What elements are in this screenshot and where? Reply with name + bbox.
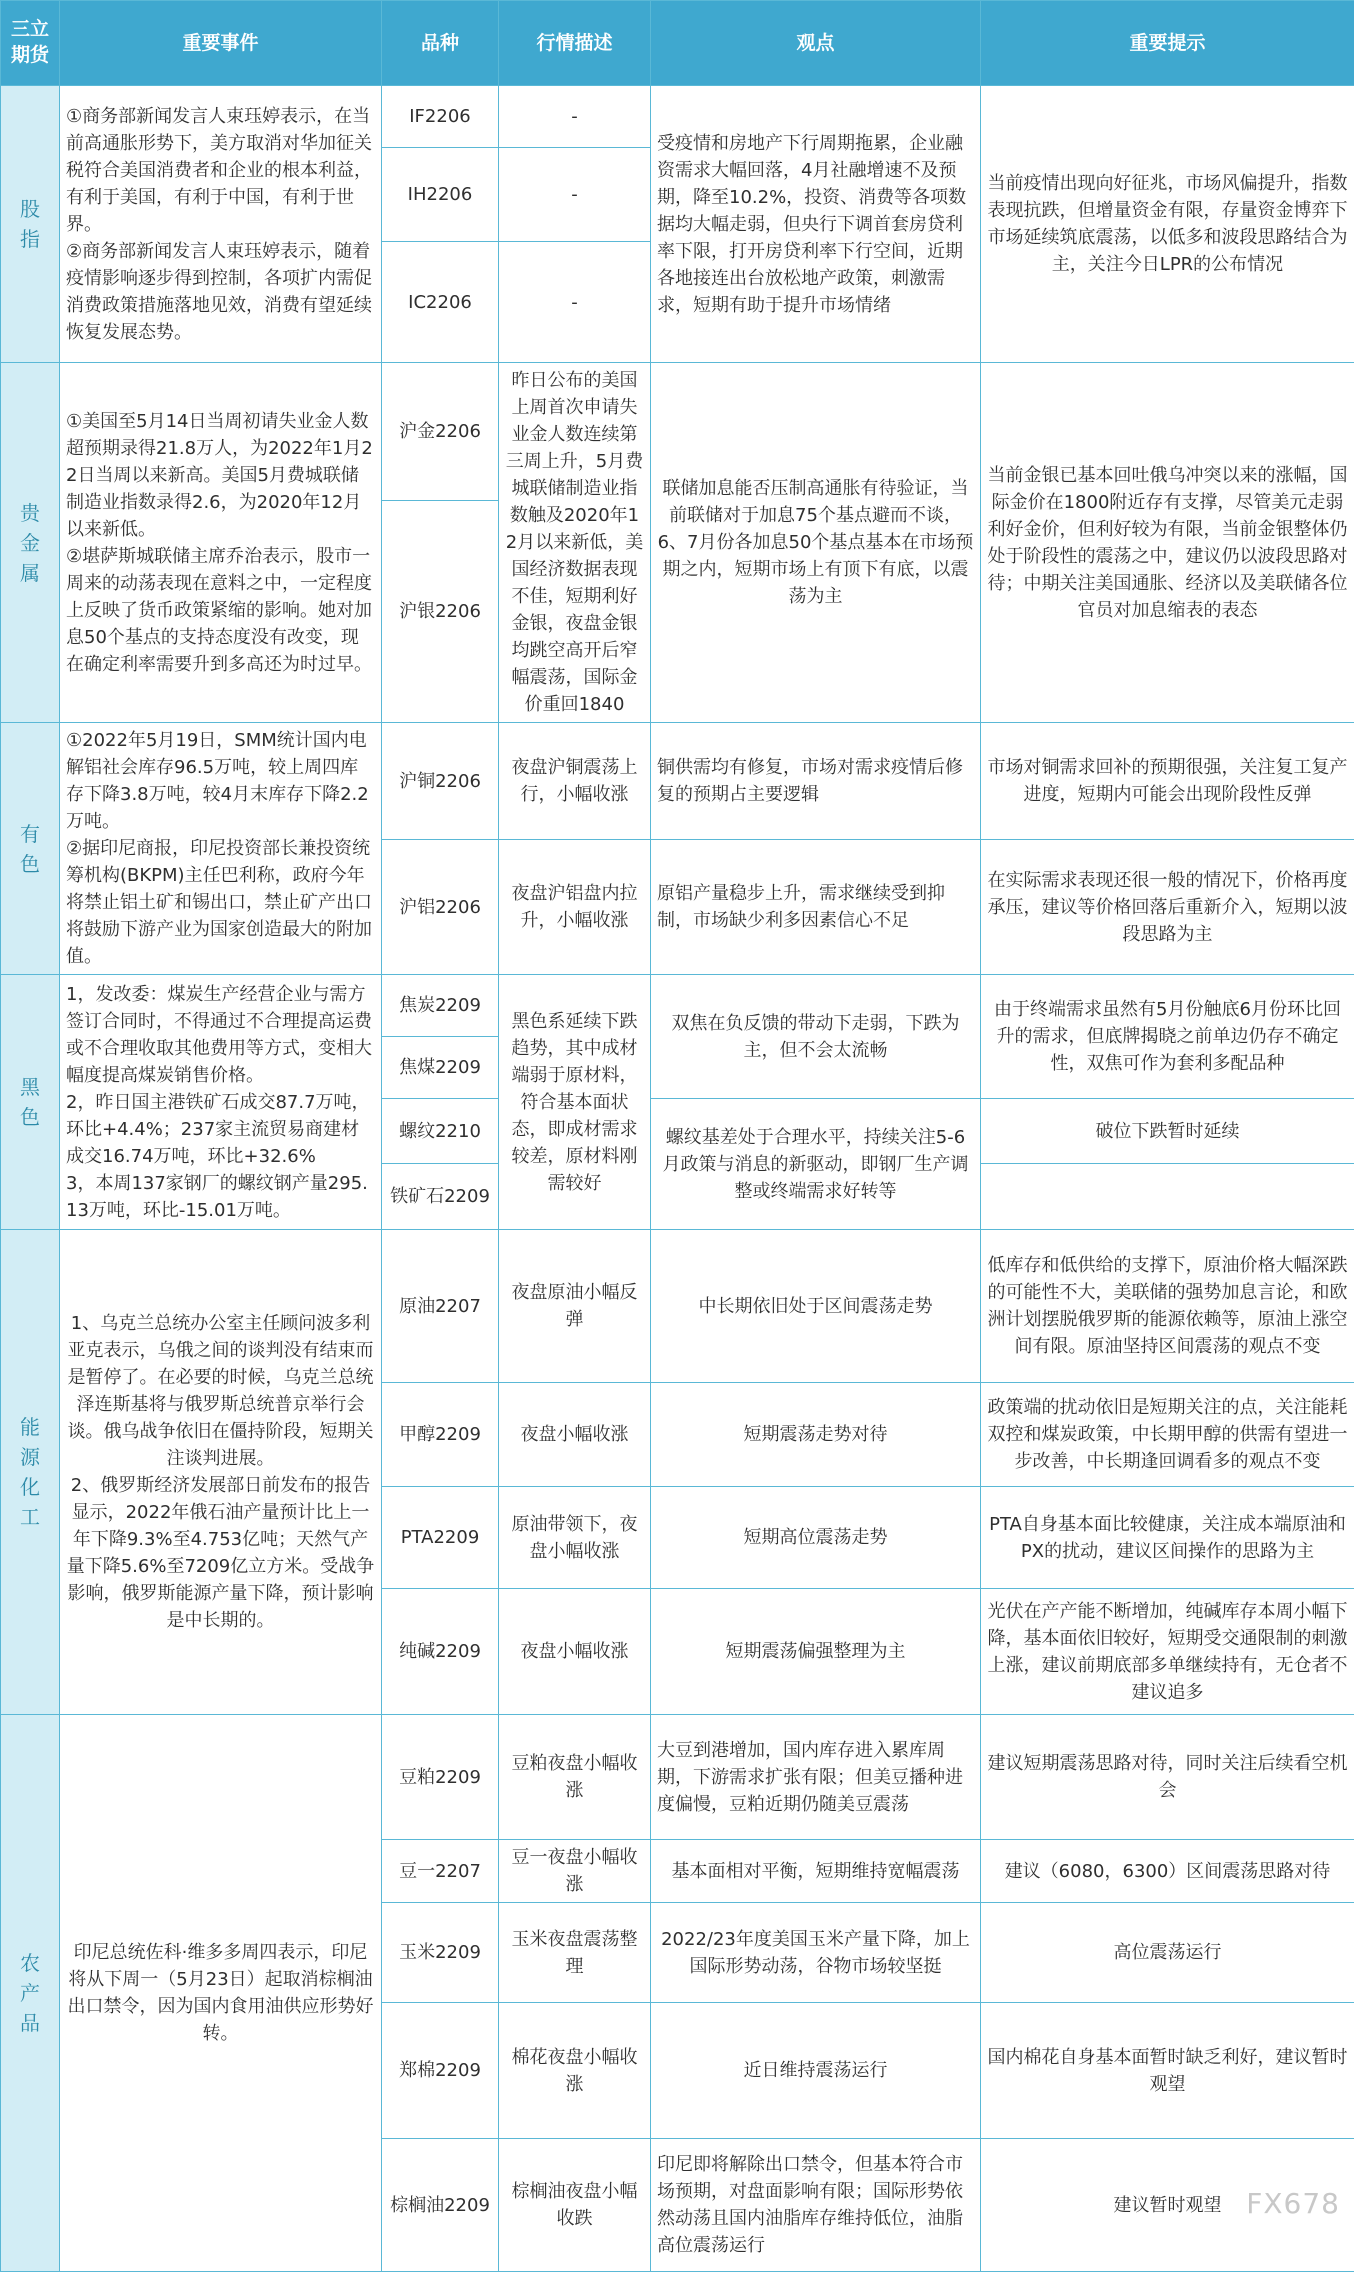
variety-cell: 沪铝2206 xyxy=(382,840,499,975)
variety-cell: 纯碱2209 xyxy=(382,1589,499,1715)
nonferrous-events: ①2022年5月19日，SMM统计国内电解铝社会库存96.5万吨，较上周四库存下降3.8万吨，较4月末库存下降2.2万吨。 ②据印尼商报，印尼投资部长兼投资统筹机构(BKPM)主任巴利称，政府今年将禁止铝土矿和锡出口，禁止矿产出口将鼓励下游产业为国家创造最大的附加值。 xyxy=(60,723,382,975)
tip-cell: 建议暂时观望 xyxy=(981,2139,1354,2272)
tip-cell: 政策端的扰动依旧是短期关注的点，关注能耗双控和煤炭政策，中长期甲醇的供需有望进一步改善，中长期逢回调看多的观点不变 xyxy=(981,1383,1354,1487)
sector-label-stock: 股 指 xyxy=(1,86,60,363)
market-cell: 夜盘沪铜震荡上行，小幅收涨 xyxy=(499,723,651,840)
watermark: FX678 xyxy=(1246,2187,1340,2220)
market-cell: 玉米夜盘震荡整理 xyxy=(499,1903,651,2003)
variety-cell: 原油2207 xyxy=(382,1230,499,1383)
variety-cell: 铁矿石2209 xyxy=(382,1164,499,1230)
variety-cell: 沪铜2206 xyxy=(382,723,499,840)
variety-header: 品种 xyxy=(382,1,499,86)
stock-events: ①商务部新闻发言人束珏婷表示，在当前高通胀形势下，美方取消对华加征关税符合美国消费者和企业的根本利益，有利于美国，有利于中国，有利于世界。 ②商务部新闻发言人束珏婷表示，随着疫情影响逐步得到控制，各项扩内需促消费政策措施落地见效，消费有望延续恢复发展态势。 xyxy=(60,86,382,363)
black-coke-tip: 由于终端需求虽然有5月份触底6月份环比回升的需求，但底牌揭晓之前单边仍存不确定性，双焦可作为套利多配品种 xyxy=(981,975,1354,1099)
table-row xyxy=(1,363,1354,501)
variety-cell: IH2206 xyxy=(382,148,499,242)
table-row xyxy=(1,975,1354,1037)
variety-cell: 螺纹2210 xyxy=(382,1099,499,1164)
sector-label-agri: 农 产 品 xyxy=(1,1715,60,2272)
variety-cell: 豆一2207 xyxy=(382,1840,499,1903)
tip-cell: 光伏在产产能不断增加，纯碱库存本周小幅下降，基本面依旧较好，短期受交通限制的刺激上涨，建议前期底部多单继续持有，无仓者不建议追多 xyxy=(981,1589,1354,1715)
tip-cell: 在实际需求表现还很一般的情况下，价格再度承压，建议等价格回落后重新介入，短期以波段思路为主 xyxy=(981,840,1354,975)
tip-cell: 高位震荡运行 xyxy=(981,1903,1354,2003)
tip-cell: 低库存和低供给的支撑下，原油价格大幅深跌的可能性不大，美联储的强势加息言论，和欧洲计划摆脱俄罗斯的能源依赖等，原油上涨空间有限。原油坚持区间震荡的观点不变 xyxy=(981,1230,1354,1383)
stock-tip: 当前疫情出现向好征兆，市场风偏提升，指数表现抗跌，但增量资金有限，存量资金博弈下市场延续筑底震荡，以低多和波段思路结合为主，关注今日LPR的公布情况 xyxy=(981,86,1354,363)
market-cell: 夜盘沪铝盘内拉升，小幅收涨 xyxy=(499,840,651,975)
tip-cell: PTA自身基本面比较健康，关注成本端原油和PX的扰动，建议区间操作的思路为主 xyxy=(981,1487,1354,1589)
table-row xyxy=(1,723,1354,840)
market-cell: 夜盘小幅收涨 xyxy=(499,1383,651,1487)
energy-events: 1、乌克兰总统办公室主任顾问波多利亚克表示，乌俄之间的谈判没有结束而是暂停了。在必要的时候，乌克兰总统泽连斯基将与俄罗斯总统普京举行会谈。俄乌战争依旧在僵持阶段，短期关注谈判进展。 2、俄罗斯经济发展部日前发布的报告显示，2022年俄石油产量预计比上一年下降9.3%至4.753亿吨；天然气产量下降5.6%至7209亿立方米。受战争影响，俄罗斯能源产量下降，预计影响是中长期的。 xyxy=(60,1230,382,1715)
table-row xyxy=(1,86,1354,148)
sector-label-energy: 能 源 化 工 xyxy=(1,1230,60,1715)
view-cell: 印尼即将解除出口禁令，但基本符合市场预期，对盘面影响有限；国际形势依然动荡且国内油脂库存维持低位，油脂高位震荡运行 xyxy=(651,2139,981,2272)
market-cell: 夜盘原油小幅反弹 xyxy=(499,1230,651,1383)
view-cell: 短期震荡走势对待 xyxy=(651,1383,981,1487)
precious-view: 联储加息能否压制高通胀有待验证，当前联储对于加息75个基点避而不谈，6、7月份各加息50个基点基本在市场预期之内，短期市场上有顶下有底，以震荡为主 xyxy=(651,363,981,723)
market-header: 行情描述 xyxy=(499,1,651,86)
tip-cell: 建议（6080，6300）区间震荡思路对待 xyxy=(981,1840,1354,1903)
market-cell: 豆粕夜盘小幅收涨 xyxy=(499,1715,651,1840)
variety-cell: IC2206 xyxy=(382,242,499,363)
black-coke-view: 双焦在负反馈的带动下走弱，下跌为主，但不会太流畅 xyxy=(651,975,981,1099)
market-cell: - xyxy=(499,242,651,363)
brand-header: 三立 期货 xyxy=(1,1,60,86)
variety-cell: 甲醇2209 xyxy=(382,1383,499,1487)
view-cell: 近日维持震荡运行 xyxy=(651,2003,981,2139)
table-row xyxy=(1,1715,1354,1840)
table-row xyxy=(1,1230,1354,1383)
variety-cell: 玉米2209 xyxy=(382,1903,499,2003)
black-steel-view: 螺纹基差处于合理水平，持续关注5-6月政策与消息的新驱动，即钢厂生产调整或终端需求好转等 xyxy=(651,1099,981,1230)
tip-header: 重要提示 xyxy=(981,1,1354,86)
variety-cell: 焦煤2209 xyxy=(382,1037,499,1099)
variety-cell: 焦炭2209 xyxy=(382,975,499,1037)
view-cell: 2022/23年度美国玉米产量下降，加上国际形势动荡，谷物市场较坚挺 xyxy=(651,1903,981,2003)
view-cell: 短期震荡偏强整理为主 xyxy=(651,1589,981,1715)
agri-events: 印尼总统佐科·维多多周四表示，印尼将从下周一（5月23日）起取消棕榈油出口禁令，因为国内食用油供应形势好转。 xyxy=(60,1715,382,2272)
variety-cell: 棕榈油2209 xyxy=(382,2139,499,2272)
tip-cell: 市场对铜需求回补的预期很强，关注复工复产进度，短期内可能会出现阶段性反弹 xyxy=(981,723,1354,840)
black-events: 1，发改委：煤炭生产经营企业与需方签订合同时，不得通过不合理提高运费或不合理收取其他费用等方式，变相大幅度提高煤炭销售价格。 2，昨日国主港铁矿石成交87.7万吨，环比+4.4%；237家主流贸易商建材成交16.74万吨，环比+32.6% 3，本周137家钢厂的螺纹钢产量295.13万吨，环比-15.01万吨。 xyxy=(60,975,382,1230)
view-cell: 基本面相对平衡，短期维持宽幅震荡 xyxy=(651,1840,981,1903)
variety-cell: 沪银2206 xyxy=(382,501,499,723)
view-cell: 大豆到港增加，国内库存进入累库周期，下游需求扩张有限；但美豆播种进度偏慢，豆粕近期仍随美豆震荡 xyxy=(651,1715,981,1840)
view-cell: 原铝产量稳步上升，需求继续受到抑制，市场缺少利多因素信心不足 xyxy=(651,840,981,975)
view-cell: 中长期依旧处于区间震荡走势 xyxy=(651,1230,981,1383)
variety-cell: 豆粕2209 xyxy=(382,1715,499,1840)
tip-cell: 建议短期震荡思路对待，同时关注后续看空机会 xyxy=(981,1715,1354,1840)
view-cell: 短期高位震荡走势 xyxy=(651,1487,981,1589)
precious-events: ①美国至5月14日当周初请失业金人数超预期录得21.8万人，为2022年1月22日当周以来新高。美国5月费城联储制造业指数录得2.6，为2020年12月以来新低。 ②堪萨斯城联储主席乔治表示，股市一周来的动荡表现在意料之中，一定程度上反映了货币政策紧缩的影响。她对加息50个基点的支持态度没有改变，现在确定利率需要升到多高还为时过早。 xyxy=(60,363,382,723)
sector-label-nonferrous: 有 色 xyxy=(1,723,60,975)
precious-market: 昨日公布的美国上周首次申请失业金人数连续第三周上升，5月费城联储制造业指数触及2020年12月以来新低，美国经济数据表现不佳，短期利好金银，夜盘金银均跳空高开后窄幅震荡，国际金价重回1840 xyxy=(499,363,651,723)
header-row xyxy=(1,1,1354,86)
sector-label-precious: 贵 金 属 xyxy=(1,363,60,723)
event-header: 重要事件 xyxy=(60,1,382,86)
market-cell: - xyxy=(499,148,651,242)
variety-cell: 沪金2206 xyxy=(382,363,499,501)
market-cell: 豆一夜盘小幅收涨 xyxy=(499,1840,651,1903)
variety-cell: IF2206 xyxy=(382,86,499,148)
tip-cell: 国内棉花自身基本面暂时缺乏利好，建议暂时观望 xyxy=(981,2003,1354,2139)
view-cell: 铜供需均有修复，市场对需求疫情后修复的预期占主要逻辑 xyxy=(651,723,981,840)
sector-label-black: 黑 色 xyxy=(1,975,60,1230)
stock-view: 受疫情和房地产下行周期拖累，企业融资需求大幅回落，4月社融增速不及预期，降至10.2%，投资、消费等各项数据均大幅走弱，但央行下调首套房贷利率下限，打开房贷利率下行空间，近期各地接连出台放松地产政策，刺激需求，短期有助于提升市场情绪 xyxy=(651,86,981,363)
precious-tip: 当前金银已基本回吐俄乌冲突以来的涨幅，国际金价在1800附近存有支撑，尽管美元走弱利好金价，但利好较为有限，当前金银整体仍处于阶段性的震荡之中，建议仍以波段思路对待；中期关注美国通胀、经济以及美联储各位官员对加息缩表的表态 xyxy=(981,363,1354,723)
variety-cell: 郑棉2209 xyxy=(382,2003,499,2139)
view-header: 观点 xyxy=(651,1,981,86)
black-steel-tip: 破位下跌暂时延续 xyxy=(981,1099,1354,1164)
market-cell: 棕榈油夜盘小幅收跌 xyxy=(499,2139,651,2272)
black-market: 黑色系延续下跌趋势，其中成材端弱于原材料，符合基本面状态，即成材需求较差，原材料刚需较好 xyxy=(499,975,651,1230)
variety-cell: PTA2209 xyxy=(382,1487,499,1589)
black-ore-tip xyxy=(981,1164,1354,1230)
market-cell: - xyxy=(499,86,651,148)
market-cell: 棉花夜盘小幅收涨 xyxy=(499,2003,651,2139)
market-cell: 夜盘小幅收涨 xyxy=(499,1589,651,1715)
market-cell: 原油带领下，夜盘小幅收涨 xyxy=(499,1487,651,1589)
